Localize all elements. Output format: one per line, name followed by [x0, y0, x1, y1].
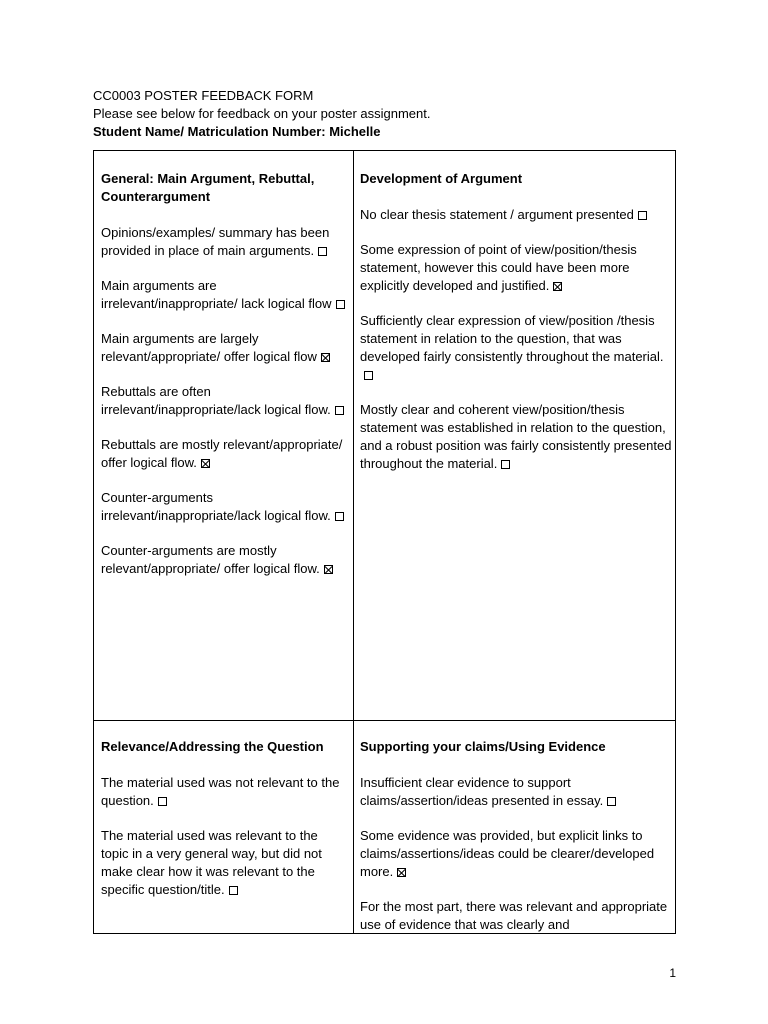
feedback-item-text: Some expression of point of view/position/thesis statement, however this could have been more explicitly developed and justified. [360, 242, 637, 293]
feedback-item [101, 436, 346, 472]
feedback-item [360, 401, 672, 473]
form-header [93, 87, 693, 141]
section-general [101, 170, 346, 595]
unchecked-checkbox[interactable] [158, 797, 167, 806]
checked-checkbox[interactable] [324, 565, 333, 574]
feedback-item-text: Mostly clear and coherent view/position/thesis statement was established in relation to the question, and a robust position was fairly consistently presented throughout the material. [360, 402, 672, 471]
page-number: 1 [669, 966, 676, 980]
feedback-item-text: No clear thesis statement / argument presented [360, 207, 634, 222]
feedback-item-text: Counter-arguments are mostly relevant/appropriate/ offer logical flow. [101, 543, 320, 576]
section-title: Development of Argument [360, 171, 523, 186]
section-title: Relevance/Addressing the Question [101, 739, 324, 754]
unchecked-checkbox[interactable] [364, 371, 373, 380]
section-development [360, 170, 672, 490]
feedback-item [101, 383, 346, 419]
form-title: CC0003 POSTER FEEDBACK FORM [93, 88, 314, 103]
feedback-item-text: Some evidence was provided, but explicit links to claims/assertions/ideas could be clearer/developed more. [360, 828, 655, 879]
checked-checkbox[interactable] [201, 459, 210, 468]
section-relevance [101, 738, 346, 916]
unchecked-checkbox[interactable] [336, 300, 345, 309]
checked-checkbox[interactable] [397, 868, 406, 877]
feedback-item-text: The material used was relevant to the topic in a very general way, but did not make clear how it was relevant to the specific question/title. [101, 828, 322, 897]
feedback-item-text: Sufficiently clear expression of view/position /thesis statement in relation to the question, that was developed fairly consistently throughout the material. [360, 313, 664, 364]
unchecked-checkbox[interactable] [501, 460, 510, 469]
feedback-item [360, 827, 672, 881]
section-title: General: Main Argument, Rebuttal, Counterargument [101, 171, 315, 204]
feedback-table [93, 150, 676, 934]
checked-checkbox[interactable] [321, 353, 330, 362]
section-evidence [360, 738, 672, 934]
feedback-item [101, 542, 346, 578]
feedback-item-text: Rebuttals are mostly relevant/appropriate/ offer logical flow. [101, 437, 343, 470]
feedback-item [360, 241, 672, 295]
unchecked-checkbox[interactable] [335, 406, 344, 415]
feedback-item-text: Main arguments are largely relevant/appropriate/ offer logical flow [101, 331, 317, 364]
feedback-item [101, 489, 346, 525]
feedback-item [360, 898, 672, 934]
feedback-item [360, 774, 672, 810]
feedback-item-text: For the most part, there was relevant and appropriate use of evidence that was clearly and [360, 899, 668, 932]
feedback-item [101, 774, 346, 810]
feedback-item-text: Rebuttals are often irrelevant/inappropriate/lack logical flow. [101, 384, 331, 417]
student-line: Student Name/ Matriculation Number: Michelle [93, 124, 381, 139]
unchecked-checkbox[interactable] [229, 886, 238, 895]
feedback-item [360, 312, 672, 384]
feedback-item [101, 224, 346, 260]
unchecked-checkbox[interactable] [318, 247, 327, 256]
feedback-item [101, 277, 346, 313]
feedback-item [101, 330, 346, 366]
form-subtitle: Please see below for feedback on your poster assignment. [93, 106, 431, 121]
feedback-item [101, 827, 346, 899]
unchecked-checkbox[interactable] [638, 211, 647, 220]
unchecked-checkbox[interactable] [335, 512, 344, 521]
feedback-item-text: Main arguments are irrelevant/inappropriate/ lack logical flow [101, 278, 332, 311]
section-title: Supporting your claims/Using Evidence [360, 739, 606, 754]
feedback-item-text: The material used was not relevant to the question. [101, 775, 340, 808]
unchecked-checkbox[interactable] [607, 797, 616, 806]
feedback-item [360, 206, 672, 224]
checked-checkbox[interactable] [553, 282, 562, 291]
column-divider [353, 151, 354, 933]
feedback-item-text: Counter-arguments irrelevant/inappropriate/lack logical flow. [101, 490, 331, 523]
row-divider [94, 720, 675, 721]
feedback-item-text: Opinions/examples/ summary has been provided in place of main arguments. [101, 225, 330, 258]
feedback-item-text: Insufficient clear evidence to support claims/assertion/ideas presented in essay. [360, 775, 604, 808]
